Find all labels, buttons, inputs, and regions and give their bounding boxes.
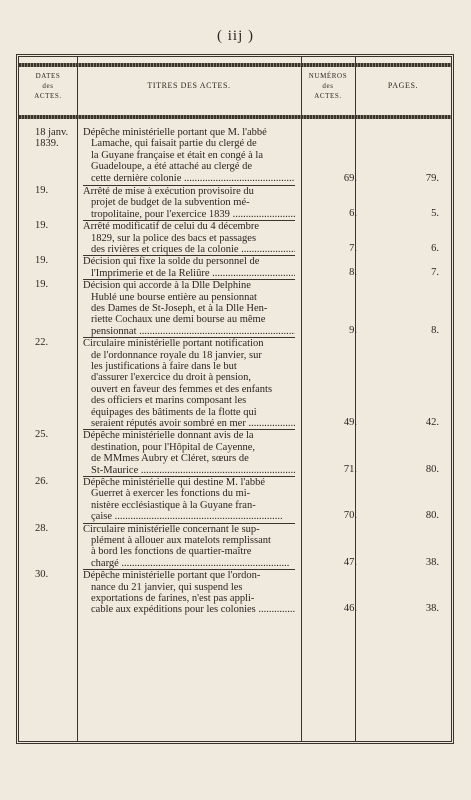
header-dates-line: ACTES. — [34, 92, 62, 100]
entry-number: 47. — [343, 556, 357, 568]
entry-title: Décision qui fixe la solde du personnel de l'Imprimerie et de la Reliûre ..... — [83, 255, 295, 279]
header-rule-top — [19, 63, 451, 67]
entry-title: Dépêche ministérielle qui destine M. l'abbé Guerret à exercer les fonctions du mi- nistère ecclésiastique à la Guyane fran- çaise ..... — [83, 476, 295, 523]
header-pages: PAGES. — [387, 81, 419, 90]
entry-page: 79. — [425, 172, 439, 184]
column-divider — [355, 57, 356, 741]
entry-page: 80. — [425, 510, 439, 522]
entry-title: Dépêche ministérielle donnant avis de la destination, pour l'Hôpital de Cayenne, de MMmes Aubry et Cléret, sœurs de St-Maurice ..... — [83, 429, 295, 476]
entry-number: 69. — [343, 172, 357, 184]
entry-page: 38. — [425, 603, 439, 615]
entry-number: 6. — [349, 207, 357, 219]
entry-number: 70. — [343, 510, 357, 522]
column-divider — [301, 57, 302, 741]
entry-page: 8. — [431, 324, 439, 336]
entry-title: Arrêté modificatif de celui du 4 décembre 1829, sur la police des bacs et passages des rivières et criques de la colonie ..... — [83, 220, 295, 255]
entry-title: Circulaire ministérielle portant notification de l'ordonnance royale du 18 janvier, sur les justifications à faire dans le but d'assurer l'exercice du droit à pension, ouvert en faveur des femmes et des enfants des officiers et marins composant les équipages des bâtiments de la flotte qui seraient réputés avoir sombré en mer ..... — [83, 337, 295, 429]
header-numeros-line: NUMÉROS — [308, 72, 348, 80]
table-frame — [16, 54, 454, 744]
entry-date: 19. — [35, 279, 49, 291]
header-dates-line: des — [42, 82, 54, 90]
entry-title: Arrêté de mise à exécution provisoire du projet de budget de la subvention mé- tropolitaine, pour l'exercice 1839 ..... — [83, 185, 295, 220]
entry-page: 7. — [431, 266, 439, 278]
header-rule-bottom — [19, 115, 451, 119]
entry-number: 8. — [349, 266, 357, 278]
entry-date: 28. — [35, 522, 49, 534]
entry-number: 46. — [343, 603, 357, 615]
page-number: ( iij ) — [217, 28, 254, 44]
entry-date: 19. — [35, 185, 49, 196]
entry-date: 19. — [35, 220, 49, 232]
entry-page: 80. — [425, 463, 439, 475]
entry-title: Dépêche ministérielle portant que l'ordon- nance du 21 janvier, qui suspend les exportations de farines, n'est pas appli- cable aux expéditions pour les colonies ..... — [83, 569, 295, 616]
header-numeros — [301, 71, 355, 101]
header-numeros-line: des — [322, 82, 334, 90]
entry-page: 38. — [425, 556, 439, 568]
entry-title: Dépêche ministérielle portant que M. l'abbé Lamache, qui faisait partie du clergé de la Guyane française et était en congé à la Guadeloupe, a été attaché au clergé de cette dernière colonie ..... — [83, 127, 295, 184]
header-numeros-line: ACTES. — [314, 92, 342, 100]
entry-page: 5. — [431, 207, 439, 219]
header-dates — [19, 71, 77, 101]
header-dates-line: DATES — [35, 72, 61, 80]
entry-date: 26. — [35, 476, 49, 487]
entry-number: 7. — [349, 242, 357, 254]
entry-title: Décision qui accorde à la Dlle Delphine Hublé une bourse entière au pensionnat des Dames de St-Joseph, et à la Dlle Hen- riette Cochaux une demi bourse au même pensionnat ..... — [83, 279, 295, 337]
entry-date: 22. — [35, 337, 49, 349]
entry-number: 9. — [349, 324, 357, 336]
entry-number: 71. — [343, 463, 357, 475]
entry-date: 19. — [35, 255, 49, 267]
entry-page: 42. — [425, 416, 439, 428]
entry-date: 18 janv. 1839. — [35, 127, 69, 150]
column-divider — [77, 57, 78, 741]
entry-page: 6. — [431, 242, 439, 254]
header-titres: TITRES DES ACTES. — [147, 81, 231, 90]
entry-date: 30. — [35, 569, 49, 581]
entry-number: 49. — [343, 416, 357, 428]
entry-date: 25. — [35, 429, 49, 441]
entry-title: Circulaire ministérielle concernant le sup- plément à allouer aux matelots remplissant à bord les fonctions de quartier-maître chargé ..... — [83, 523, 295, 570]
